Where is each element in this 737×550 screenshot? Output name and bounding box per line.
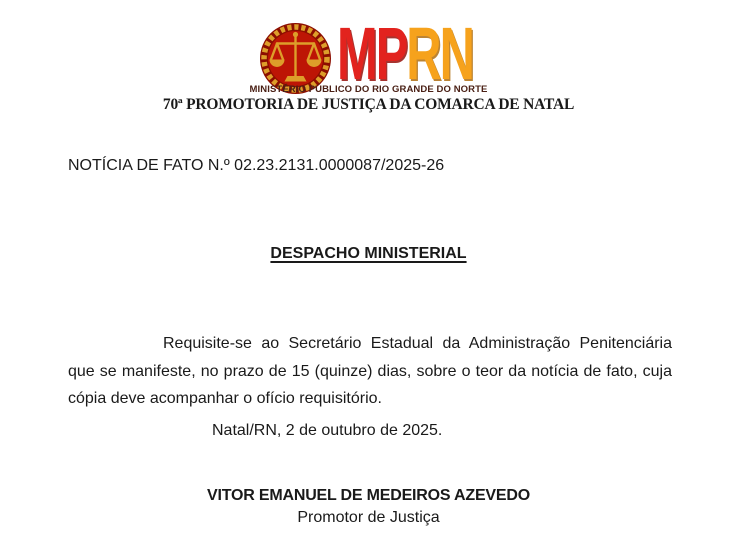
signer-role: Promotor de Justiça <box>297 509 440 526</box>
document-title <box>0 245 737 263</box>
mprn-acronym-rn: RN <box>405 11 473 95</box>
mprn-acronym-mp: MP <box>336 11 406 95</box>
department-title: 70ª PROMOTORIA DE JUSTIÇA DA COMARCA DE NATAL <box>162 96 575 113</box>
document-title-text: DESPACHO MINISTERIAL <box>270 245 467 262</box>
signer-name: VITOR EMANUEL DE MEDEIROS AZEVEDO <box>207 487 530 504</box>
signature-block <box>0 486 737 528</box>
body-paragraph: Requisite-se ao Secretário Estadual da Administração Penitenciária que se manifeste, no prazo de 15 (quinze) dias, sobre o teor da notícia de fato, cuja cópia deve acompanhar o ofício requisitório. <box>68 335 672 407</box>
dateline: Natal/RN, 2 de outubro de 2025. <box>212 422 443 439</box>
case-number: NOTÍCIA DE FATO N.º 02.23.2131.0000087/2025-26 <box>68 157 445 174</box>
logo-subtitle: MINISTÉRIO PÚBLICO DO RIO GRANDE DO NORTE <box>249 84 488 95</box>
